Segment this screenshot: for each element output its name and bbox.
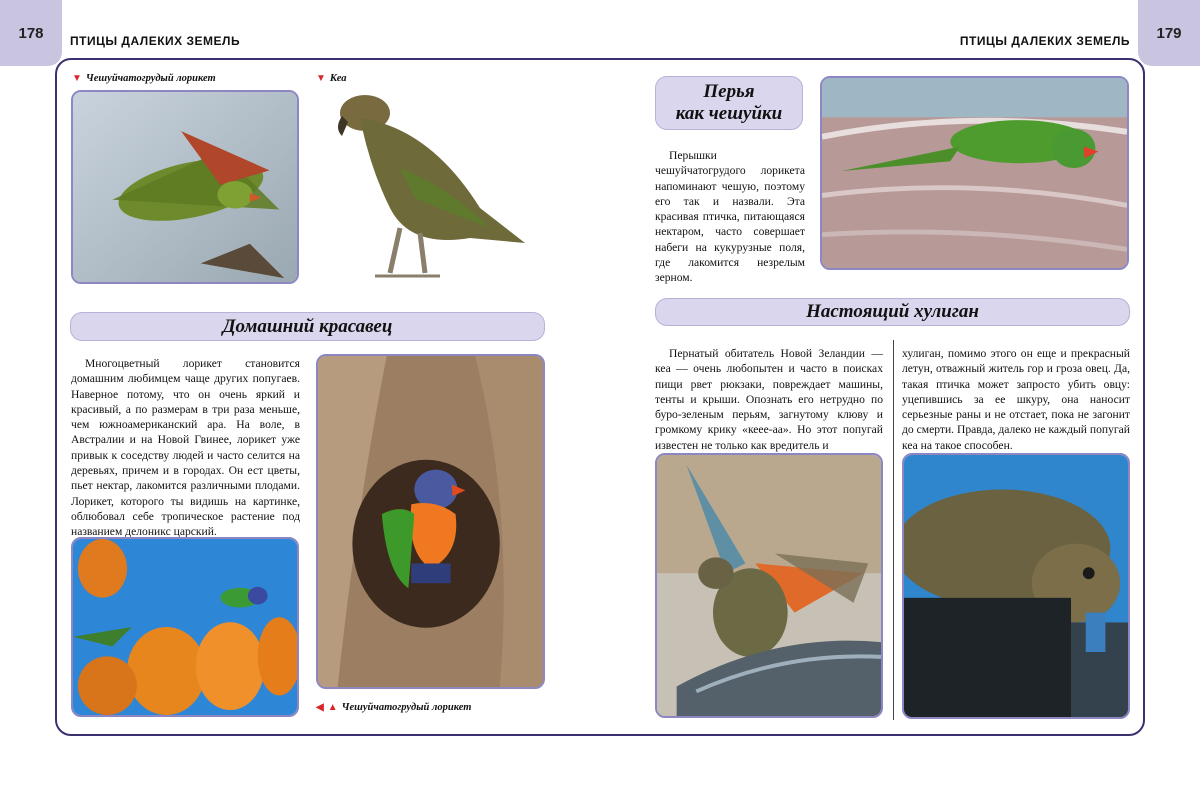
caption-lorikeet-top: ▼ Чешуйчатогрудый лорикет [72,73,216,84]
photo-kea-pecking [902,453,1130,719]
heading-hooligan: Настоящий хулиган [655,298,1130,326]
triangle-down-icon: ▼ [72,73,82,84]
heading-home-pet: Домашний красавец [70,312,545,341]
photo-lorikeet-hollow [316,354,545,689]
caption-lorikeet-bottom: ◀ ▲ Чешуйчатогрудый лорикет [316,702,472,713]
photo-kea-wings [655,453,883,718]
photo-lorikeet-flowers [71,537,299,717]
triangle-down-icon: ▼ [316,73,326,84]
body-feathers: Перышки чешуйчатогрудого лорикета напоминают чешую, поэтому его так и назвали. Эта красивая птичка, питающаяся нектаром, часто совершает набеги на кукурузные поля, где лакомится незрелым зерном. [655,149,805,285]
photo-lorikeet-palm [820,76,1129,270]
page-number-right: 179 [1138,0,1200,66]
column-divider [893,340,894,720]
heading-feathers: Перья как чешуйки [655,76,803,130]
triangle-left-icon: ◀ [316,702,324,713]
triangle-up-icon: ▲ [327,702,338,713]
body-hooligan-col2: хулиган, помимо этого он еще и прекрасный летун, отважный житель гор и гроза овец. Да, такая птичка может запросто убить овцу: уцепившись за ее шкуру, она наносит серьезные раны и не отстает, пока не загонит до смерти. Правда, далеко не каждый попугай кеа на такое способен. [902,347,1130,452]
page-number-left: 178 [0,0,62,66]
photo-kea-standing [320,88,530,283]
running-title-right: ПТИЦЫ ДАЛЕКИХ ЗЕМЕЛЬ [959,34,1130,48]
photo-lorikeet-flying [71,90,299,284]
body-home-pet: Многоцветный лорикет становится домашним любимцем чаще других попугаев. Наверное потому, что он очень яркий и красивый, а по размерам в три раза меньше, чем южноамериканский ара. На воле, в Австралии и на Новой Гвинее, лорикет уже привык к соседству людей и часто селится на деревьях, причем и в городах. Он ест цветы, пьет нектар, лакомится различными плодами. Лорикет, которого ты видишь на картинке, облюбовал себе тропическое растение под названием делоникс царский. [71,357,300,539]
caption-kea-top: ▼ Кеа [316,73,347,84]
body-hooligan-col1: Пернатый обитатель Новой Зеландии — кеа — очень любопытен и часто в поисках пищи рвет рюкзаки, повреждает машины, тенты и крыши. Опознать его нетрудно по буро-зеленым перьям, загнутому клюву и громкому крику «кеее-аа». Но этот попугай известен не только как вредитель и [655,347,883,452]
running-title-left: ПТИЦЫ ДАЛЕКИХ ЗЕМЕЛЬ [70,34,241,48]
